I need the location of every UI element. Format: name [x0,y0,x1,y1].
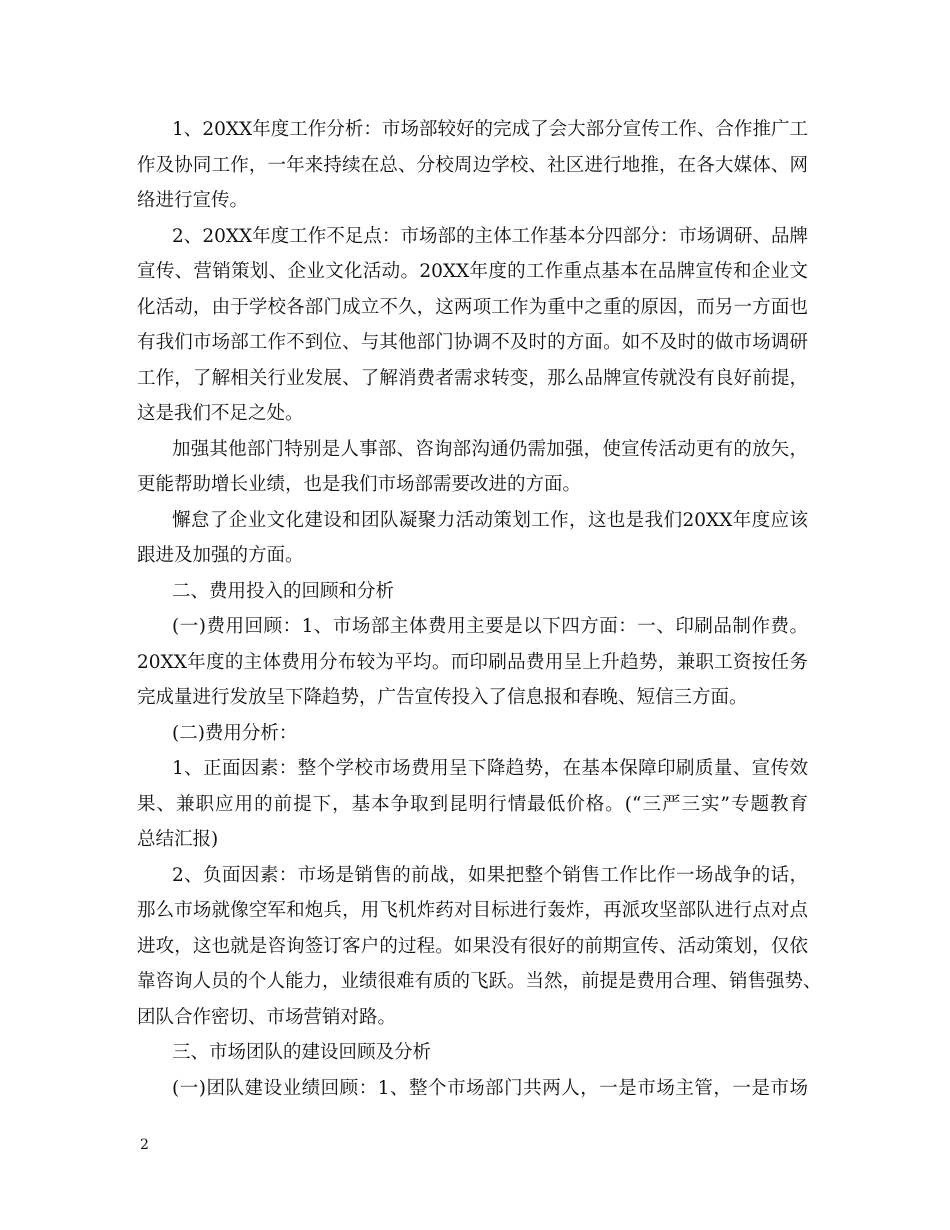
text-line: 懈怠了企业文化建设和团队凝聚力活动策划工作，这也是我们20XX年度应该 [172,509,808,531]
subsection-heading: (二)费用分析： [172,722,298,744]
text-line: (一)费用回顾：1、市场部主体费用主要是以下四方面：一、印刷品制作费。 [172,616,808,637]
text-line: 果、兼职应用的前提下，基本争取到昆明行情最低价格。(“三严三实”专题教育 [137,793,808,815]
text-line: 20XX年度的主体费用分布较为平均。而印刷品费用呈上升趋势，兼职工资按任务 [137,651,808,673]
section-heading: 三、市场团队的建设回顾及分析 [172,1042,432,1063]
text-line: 总结汇报) [137,829,219,850]
text-line: 1、20XX年度工作分析：市场部较好的完成了会大部分宣传工作、合作推广工 [172,119,808,140]
text-line: 加强其他部门特别是人事部、咨询部沟通仍需加强，使宣传活动更有的放矢， [172,438,808,460]
text-line: 2、20XX年度工作不足点：市场部的主体工作基本分四部分：市场调研、品牌 [172,225,808,247]
text-line: 宣传、营销策划、企业文化活动。20XX年度的工作重点基本在品牌宣传和企业文 [137,261,808,282]
page-number: 2 [140,1137,149,1153]
section-heading: 二、费用投入的回顾和分析 [172,580,395,602]
text-line: 作及协同工作，一年来持续在总、分校周边学校、社区进行地推，在各大媒体、网 [137,154,808,176]
text-line: 化活动，由于学校各部门成立不久，这两项工作为重中之重的原因，而另一方面也 [137,296,808,318]
text-line: (一)团队建设业绩回顾：1、整个市场部门共两人，一是市场主管，一是市场 [172,1077,808,1099]
text-line: 进攻，这也就是咨询签订客户的过程。如果没有很好的前期宣传、活动策划，仅依 [137,935,808,957]
text-line: 更能帮助增长业绩，也是我们市场部需要改进的方面。 [137,474,582,495]
text-line: 那么市场就像空军和炮兵，用飞机炸药对目标进行轰炸，再派攻坚部队进行点对点 [137,900,808,921]
text-line: 团队合作密切、市场营销对路。 [137,1006,397,1028]
text-line: 有我们市场部工作不到位、与其他部门协调不及时的方面。如不及时的做市场调研 [137,332,808,353]
text-line: 跟进及加强的方面。 [137,545,304,566]
text-line: 靠咨询人员的个人能力，业绩很难有质的飞跃。当然，前提是费用合理、销售强势、 [137,971,822,992]
document-body [137,112,822,1106]
text-line: 络进行宣传。 [137,190,249,211]
text-line: 工作，了解相关行业发展、了解消费者需求转变，那么品牌宣传就没有良好前提， [137,367,808,389]
text-line: 2、负面因素：市场是销售的前战，如果把整个销售工作比作一场战争的话， [172,864,808,886]
text-line: 完成量进行发放呈下降趋势，广告宣传投入了信息报和春晚、短信三方面。 [137,687,748,708]
text-line: 这是我们不足之处。 [137,403,304,424]
text-line: 1、正面因素：整个学校市场费用呈下降趋势，在基本保障印刷质量、宣传效 [172,758,808,779]
